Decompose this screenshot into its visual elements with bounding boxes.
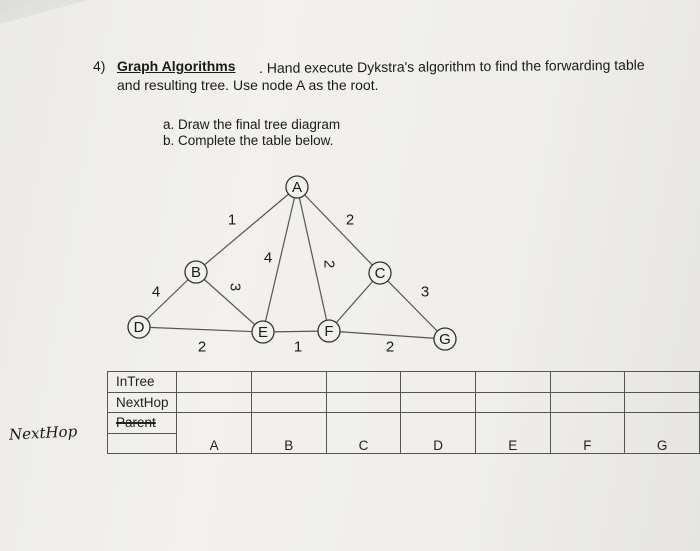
node-label: F xyxy=(324,323,334,340)
node-label: B xyxy=(190,264,202,281)
row-header-blank xyxy=(108,433,177,454)
column-label-f: F xyxy=(550,413,625,454)
table-cell[interactable] xyxy=(177,392,252,413)
table-row-intree xyxy=(108,372,700,393)
node-e xyxy=(252,321,274,343)
edge-a-b xyxy=(196,187,297,272)
table-cell[interactable] xyxy=(550,372,625,393)
table-cell[interactable] xyxy=(625,372,700,393)
table-cell[interactable] xyxy=(251,392,326,413)
handwritten-note: NextHop xyxy=(8,422,78,444)
node-label: D xyxy=(133,319,145,336)
column-label-e: E xyxy=(475,413,550,454)
table-cell[interactable] xyxy=(475,372,550,393)
edge-b-d xyxy=(139,272,196,327)
edge-weight-b-e: 3 xyxy=(226,282,244,292)
question-number: 4) xyxy=(93,58,106,74)
table-cell[interactable] xyxy=(326,392,401,413)
table-cell[interactable] xyxy=(326,372,401,393)
node-label: E xyxy=(257,324,269,341)
forwarding-table xyxy=(107,371,700,454)
edge-weight-b-d: 4 xyxy=(151,283,161,301)
question-text-line2: and resulting tree. Use node A as the root. xyxy=(117,77,379,93)
table-cell[interactable] xyxy=(251,372,326,393)
node-d xyxy=(128,316,150,338)
table-row-parent xyxy=(108,413,700,434)
node-label: C xyxy=(374,265,386,282)
edge-weight-e-f: 1 xyxy=(293,338,303,356)
edge-b-e xyxy=(196,272,263,332)
edge-weight-f-g: 2 xyxy=(385,338,395,356)
table-cell[interactable] xyxy=(625,392,700,413)
table-cell[interactable] xyxy=(475,392,550,413)
column-label-a: A xyxy=(177,413,252,454)
node-b xyxy=(185,261,207,283)
row-header-intree: InTree xyxy=(108,372,177,393)
node-c xyxy=(369,262,391,284)
node-label: A xyxy=(291,179,303,196)
node-g xyxy=(434,328,456,350)
column-label-c: C xyxy=(326,413,401,454)
table-row-nexthop xyxy=(108,392,700,413)
column-label-d: D xyxy=(401,413,476,454)
table-cell[interactable] xyxy=(401,372,476,393)
column-label-b: B xyxy=(251,413,326,454)
table-cell[interactable] xyxy=(177,372,252,393)
edge-weight-d-e: 2 xyxy=(197,338,207,356)
row-header-parent: Parent xyxy=(108,413,177,434)
node-a xyxy=(286,176,308,198)
edge-weight-a-e: 4 xyxy=(263,249,273,267)
question-title: Graph Algorithms xyxy=(117,58,236,74)
edge-a-c xyxy=(297,187,380,273)
row-header-nexthop: NextHop xyxy=(108,392,177,413)
edge-weight-a-f: 2 xyxy=(320,259,338,269)
column-label-g: G xyxy=(625,413,700,454)
subitem-a: a. Draw the final tree diagram xyxy=(163,117,341,132)
edge-weight-a-b: 1 xyxy=(227,211,237,229)
table-cell[interactable] xyxy=(550,392,625,413)
table-cell[interactable] xyxy=(401,392,476,413)
node-f xyxy=(318,320,340,342)
edge-weight-a-c: 2 xyxy=(345,211,355,229)
edge-c-g xyxy=(380,273,445,339)
question-text: . Hand execute Dykstra's algorithm to find the forwarding table xyxy=(259,56,645,76)
node-label: G xyxy=(439,331,451,348)
edge-d-e xyxy=(139,327,263,332)
subitem-b: b. Complete the table below. xyxy=(163,133,334,148)
edge-weight-c-f: 3 xyxy=(420,283,430,301)
